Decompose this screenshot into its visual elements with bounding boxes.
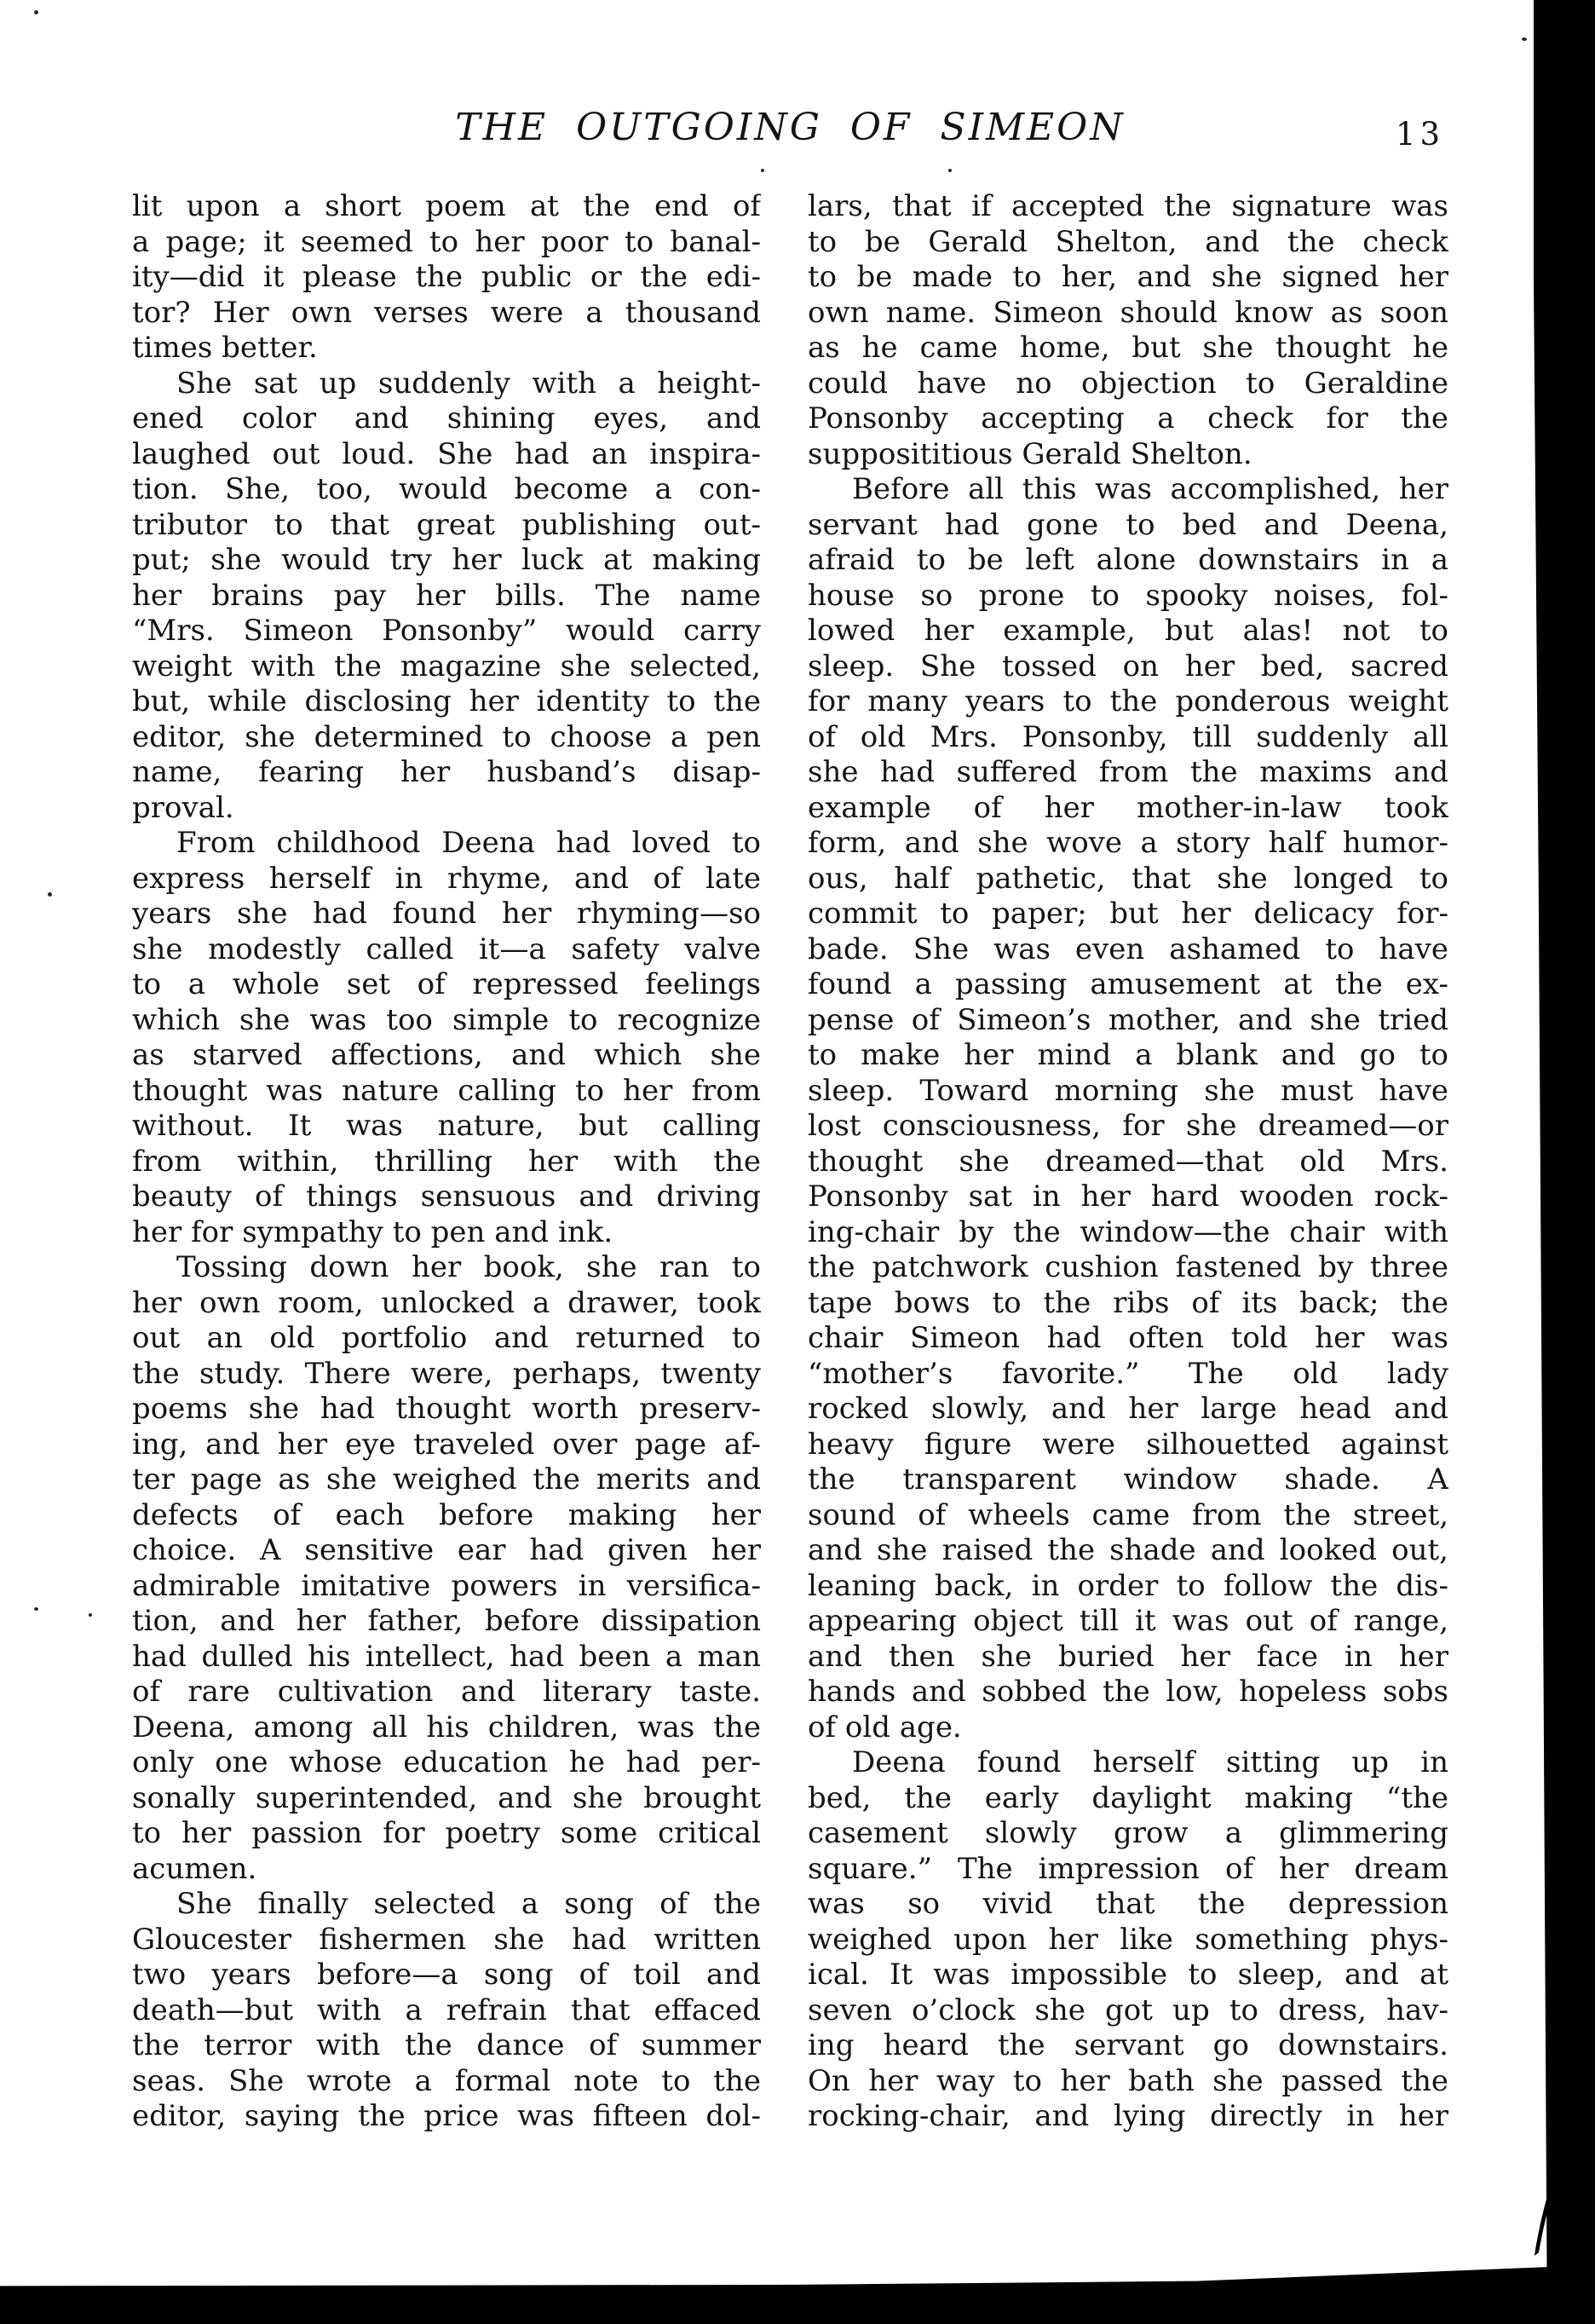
text-line: beauty of things sensuous and driving xyxy=(132,1179,761,1214)
text-line: Deena, among all his children, was the xyxy=(132,1710,761,1744)
text-line: seas. She wrote a formal note to the xyxy=(132,2063,761,2098)
text-line: name, fearing her husband’s disap- xyxy=(132,755,761,789)
text-line: servant had gone to bed and Deena, xyxy=(808,507,1448,542)
text-line: square.” The impression of her dream xyxy=(808,1851,1448,1886)
text-line: appearing object till it was out of range, xyxy=(808,1604,1448,1638)
text-line: heavy figure were silhouetted against xyxy=(808,1427,1448,1462)
text-line: casement slowly grow a glimmering xyxy=(808,1816,1448,1850)
text-line: and then she buried her face in her xyxy=(808,1639,1448,1674)
text-line: ous, half pathetic, that she longed to xyxy=(808,861,1448,896)
text-line: tributor to that great publishing out- xyxy=(132,507,761,542)
scan-speck xyxy=(34,10,38,14)
text-line: put; she would try her luck at making xyxy=(132,543,761,577)
running-header-title: THE OUTGOING OF SIMEON xyxy=(455,106,1126,149)
text-line: which she was too simple to recognize xyxy=(132,1002,761,1037)
text-line: she modestly called it—a safety valve xyxy=(132,931,761,966)
text-line: rocking-chair, and lying directly in her xyxy=(808,2099,1448,2133)
text-line: lowed her example, but alas! not to xyxy=(808,614,1448,648)
text-line: to make her mind a blank and go to xyxy=(808,1038,1448,1072)
text-line: tor? Her own verses were a thousand xyxy=(132,295,761,330)
text-line: lars, that if accepted the signature was xyxy=(808,189,1448,223)
text-line: sound of wheels came from the street, xyxy=(808,1497,1448,1532)
text-line: “mother’s favorite.” The old lady xyxy=(808,1356,1448,1391)
text-line: her brains pay her bills. The name xyxy=(132,578,761,613)
text-line: for many years to the ponderous weight xyxy=(808,684,1448,718)
text-line: house so prone to spooky noises, fol- xyxy=(808,578,1448,613)
text-line: to her passion for poetry some critical xyxy=(132,1816,761,1850)
right-column xyxy=(808,189,1448,2135)
text-line: commit to paper; but her delicacy for- xyxy=(808,897,1448,931)
text-line: had dulled his intellect, had been a man xyxy=(132,1639,761,1674)
text-line: She finally selected a song of the xyxy=(176,1887,761,1921)
text-line: could have no objection to Geraldine xyxy=(808,366,1448,401)
text-line: as he came home, but she thought he xyxy=(808,331,1448,365)
text-line: the patchwork cushion fastened by three xyxy=(808,1250,1448,1284)
text-line: example of her mother-in-law took xyxy=(808,790,1448,825)
text-line: to a whole set of repressed feelings xyxy=(132,967,761,1001)
text-line: sleep. Toward morning she must have xyxy=(808,1073,1448,1108)
text-line: years she had found her rhyming—so xyxy=(132,897,761,931)
scan-speck xyxy=(761,169,764,172)
text-line: express herself in rhyme, and of late xyxy=(132,861,761,896)
text-line: choice. A sensitive ear had given her xyxy=(132,1533,761,1567)
text-line: leaning back, in order to follow the dis- xyxy=(808,1568,1448,1603)
text-line: her own room, unlocked a drawer, took xyxy=(132,1285,761,1320)
text-line: Ponsonby accepting a check for the xyxy=(808,401,1448,435)
text-line: laughed out loud. She had an inspira- xyxy=(132,436,761,471)
text-line: She sat up suddenly with a height- xyxy=(176,366,761,401)
text-line: own name. Simeon should know as soon xyxy=(808,295,1448,330)
text-line: found a passing amusement at the ex- xyxy=(808,967,1448,1001)
text-line: death—but with a refrain that effaced xyxy=(132,1992,761,2027)
scan-speck xyxy=(1522,37,1527,41)
text-line: her for sympathy to pen and ink. xyxy=(132,1214,613,1249)
text-line: from within, thrilling her with the xyxy=(132,1144,761,1179)
text-line: only one whose education he had per- xyxy=(132,1745,761,1779)
text-line: “Mrs. Simeon Ponsonby” would carry xyxy=(132,614,761,648)
text-line: she had suffered from the maxims and xyxy=(808,755,1448,789)
text-line: Deena found herself sitting up in xyxy=(852,1745,1448,1779)
text-line: to be Gerald Shelton, and the check xyxy=(808,224,1448,259)
text-line: but, while disclosing her identity to the xyxy=(132,684,761,718)
text-line: ing heard the servant go downstairs. xyxy=(808,2028,1448,2062)
pen-stroke-artifact xyxy=(1525,2152,1576,2263)
text-line: On her way to her bath she passed the xyxy=(808,2063,1448,2098)
text-line: ened color and shining eyes, and xyxy=(132,401,761,435)
text-line: tion, and her father, before dissipation xyxy=(132,1604,761,1638)
text-line: ity—did it please the public or the edi- xyxy=(132,260,761,294)
text-line: without. It was nature, but calling xyxy=(132,1109,761,1143)
text-line: sonally superintended, and she brought xyxy=(132,1780,761,1815)
text-line: and she raised the shade and looked out, xyxy=(808,1533,1448,1567)
page-number: 13 xyxy=(1396,116,1445,153)
text-line: chair Simeon had often told her was xyxy=(808,1321,1448,1355)
text-line: afraid to be left alone downstairs in a xyxy=(808,543,1448,577)
text-line: tape bows to the ribs of its back; the xyxy=(808,1285,1448,1320)
text-line: Before all this was accomplished, her xyxy=(852,472,1448,506)
text-line: form, and she wove a story half humor- xyxy=(808,826,1448,860)
text-line: ical. It was impossible to sleep, and at xyxy=(808,1958,1448,1992)
text-line: Gloucester fishermen she had written xyxy=(132,1922,761,1957)
text-line: supposititious Gerald Shelton. xyxy=(808,436,1252,471)
text-line: defects of each before making her xyxy=(132,1497,761,1532)
text-line: to be made to her, and she signed her xyxy=(808,260,1448,294)
scan-edge-bottom-bar xyxy=(0,2263,1595,2324)
text-line: editor, saying the price was fifteen dol- xyxy=(132,2099,761,2133)
text-line: bed, the early daylight making “the xyxy=(808,1780,1448,1815)
text-line: weighed upon her like something phys- xyxy=(808,1922,1448,1957)
text-line: times better. xyxy=(132,331,318,365)
text-line: editor, she determined to choose a pen xyxy=(132,719,761,754)
text-line: tion. She, too, would become a con- xyxy=(132,472,761,506)
text-line: thought was nature calling to her from xyxy=(132,1073,761,1108)
text-line: sleep. She tossed on her bed, sacred xyxy=(808,649,1448,683)
scan-speck xyxy=(48,892,52,897)
text-line: admirable imitative powers in versifica- xyxy=(132,1568,761,1603)
text-line: hands and sobbed the low, hopeless sobs xyxy=(808,1675,1448,1709)
scan-speck xyxy=(34,1607,38,1611)
text-line: as starved affections, and which she xyxy=(132,1038,761,1072)
text-line: ing-chair by the window—the chair with xyxy=(808,1214,1448,1249)
text-line: was so vivid that the depression xyxy=(808,1887,1448,1921)
text-line: out an old portfolio and returned to xyxy=(132,1321,761,1355)
text-line: of old Mrs. Ponsonby, till suddenly all xyxy=(808,719,1448,754)
text-line: acumen. xyxy=(132,1851,257,1886)
text-line: of rare cultivation and literary taste. xyxy=(132,1675,761,1709)
text-line: a page; it seemed to her poor to banal- xyxy=(132,224,761,259)
text-line: ter page as she weighed the merits and xyxy=(132,1462,761,1496)
text-line: seven o’clock she got up to dress, hav- xyxy=(808,1992,1448,2027)
text-line: From childhood Deena had loved to xyxy=(176,826,761,860)
text-line: the terror with the dance of summer xyxy=(132,2028,761,2062)
text-line: lit upon a short poem at the end of xyxy=(132,189,761,223)
text-line: weight with the magazine she selected, xyxy=(132,649,761,683)
text-line: rocked slowly, and her large head and xyxy=(808,1392,1448,1426)
text-line: two years before—a song of toil and xyxy=(132,1958,761,1992)
scan-edge-right-bar xyxy=(1534,0,1595,2324)
text-line: ing, and her eye traveled over page af- xyxy=(132,1427,761,1462)
text-line: of old age. xyxy=(808,1710,962,1744)
text-line: thought she dreamed—that old Mrs. xyxy=(808,1144,1448,1179)
text-line: poems she had thought worth preserv- xyxy=(132,1392,761,1426)
text-line: the transparent window shade. A xyxy=(808,1462,1448,1496)
text-line: bade. She was even ashamed to have xyxy=(808,931,1448,966)
scan-speck xyxy=(948,169,952,172)
text-line: Tossing down her book, she ran to xyxy=(176,1250,761,1284)
text-line: proval. xyxy=(132,790,234,825)
text-line: Ponsonby sat in her hard wooden rock- xyxy=(808,1179,1448,1214)
text-line: lost consciousness, for she dreamed—or xyxy=(808,1109,1448,1143)
text-line: pense of Simeon’s mother, and she tried xyxy=(808,1002,1448,1037)
text-line: the study. There were, perhaps, twenty xyxy=(132,1356,761,1391)
left-column xyxy=(132,189,761,2135)
scan-speck xyxy=(89,1613,92,1617)
